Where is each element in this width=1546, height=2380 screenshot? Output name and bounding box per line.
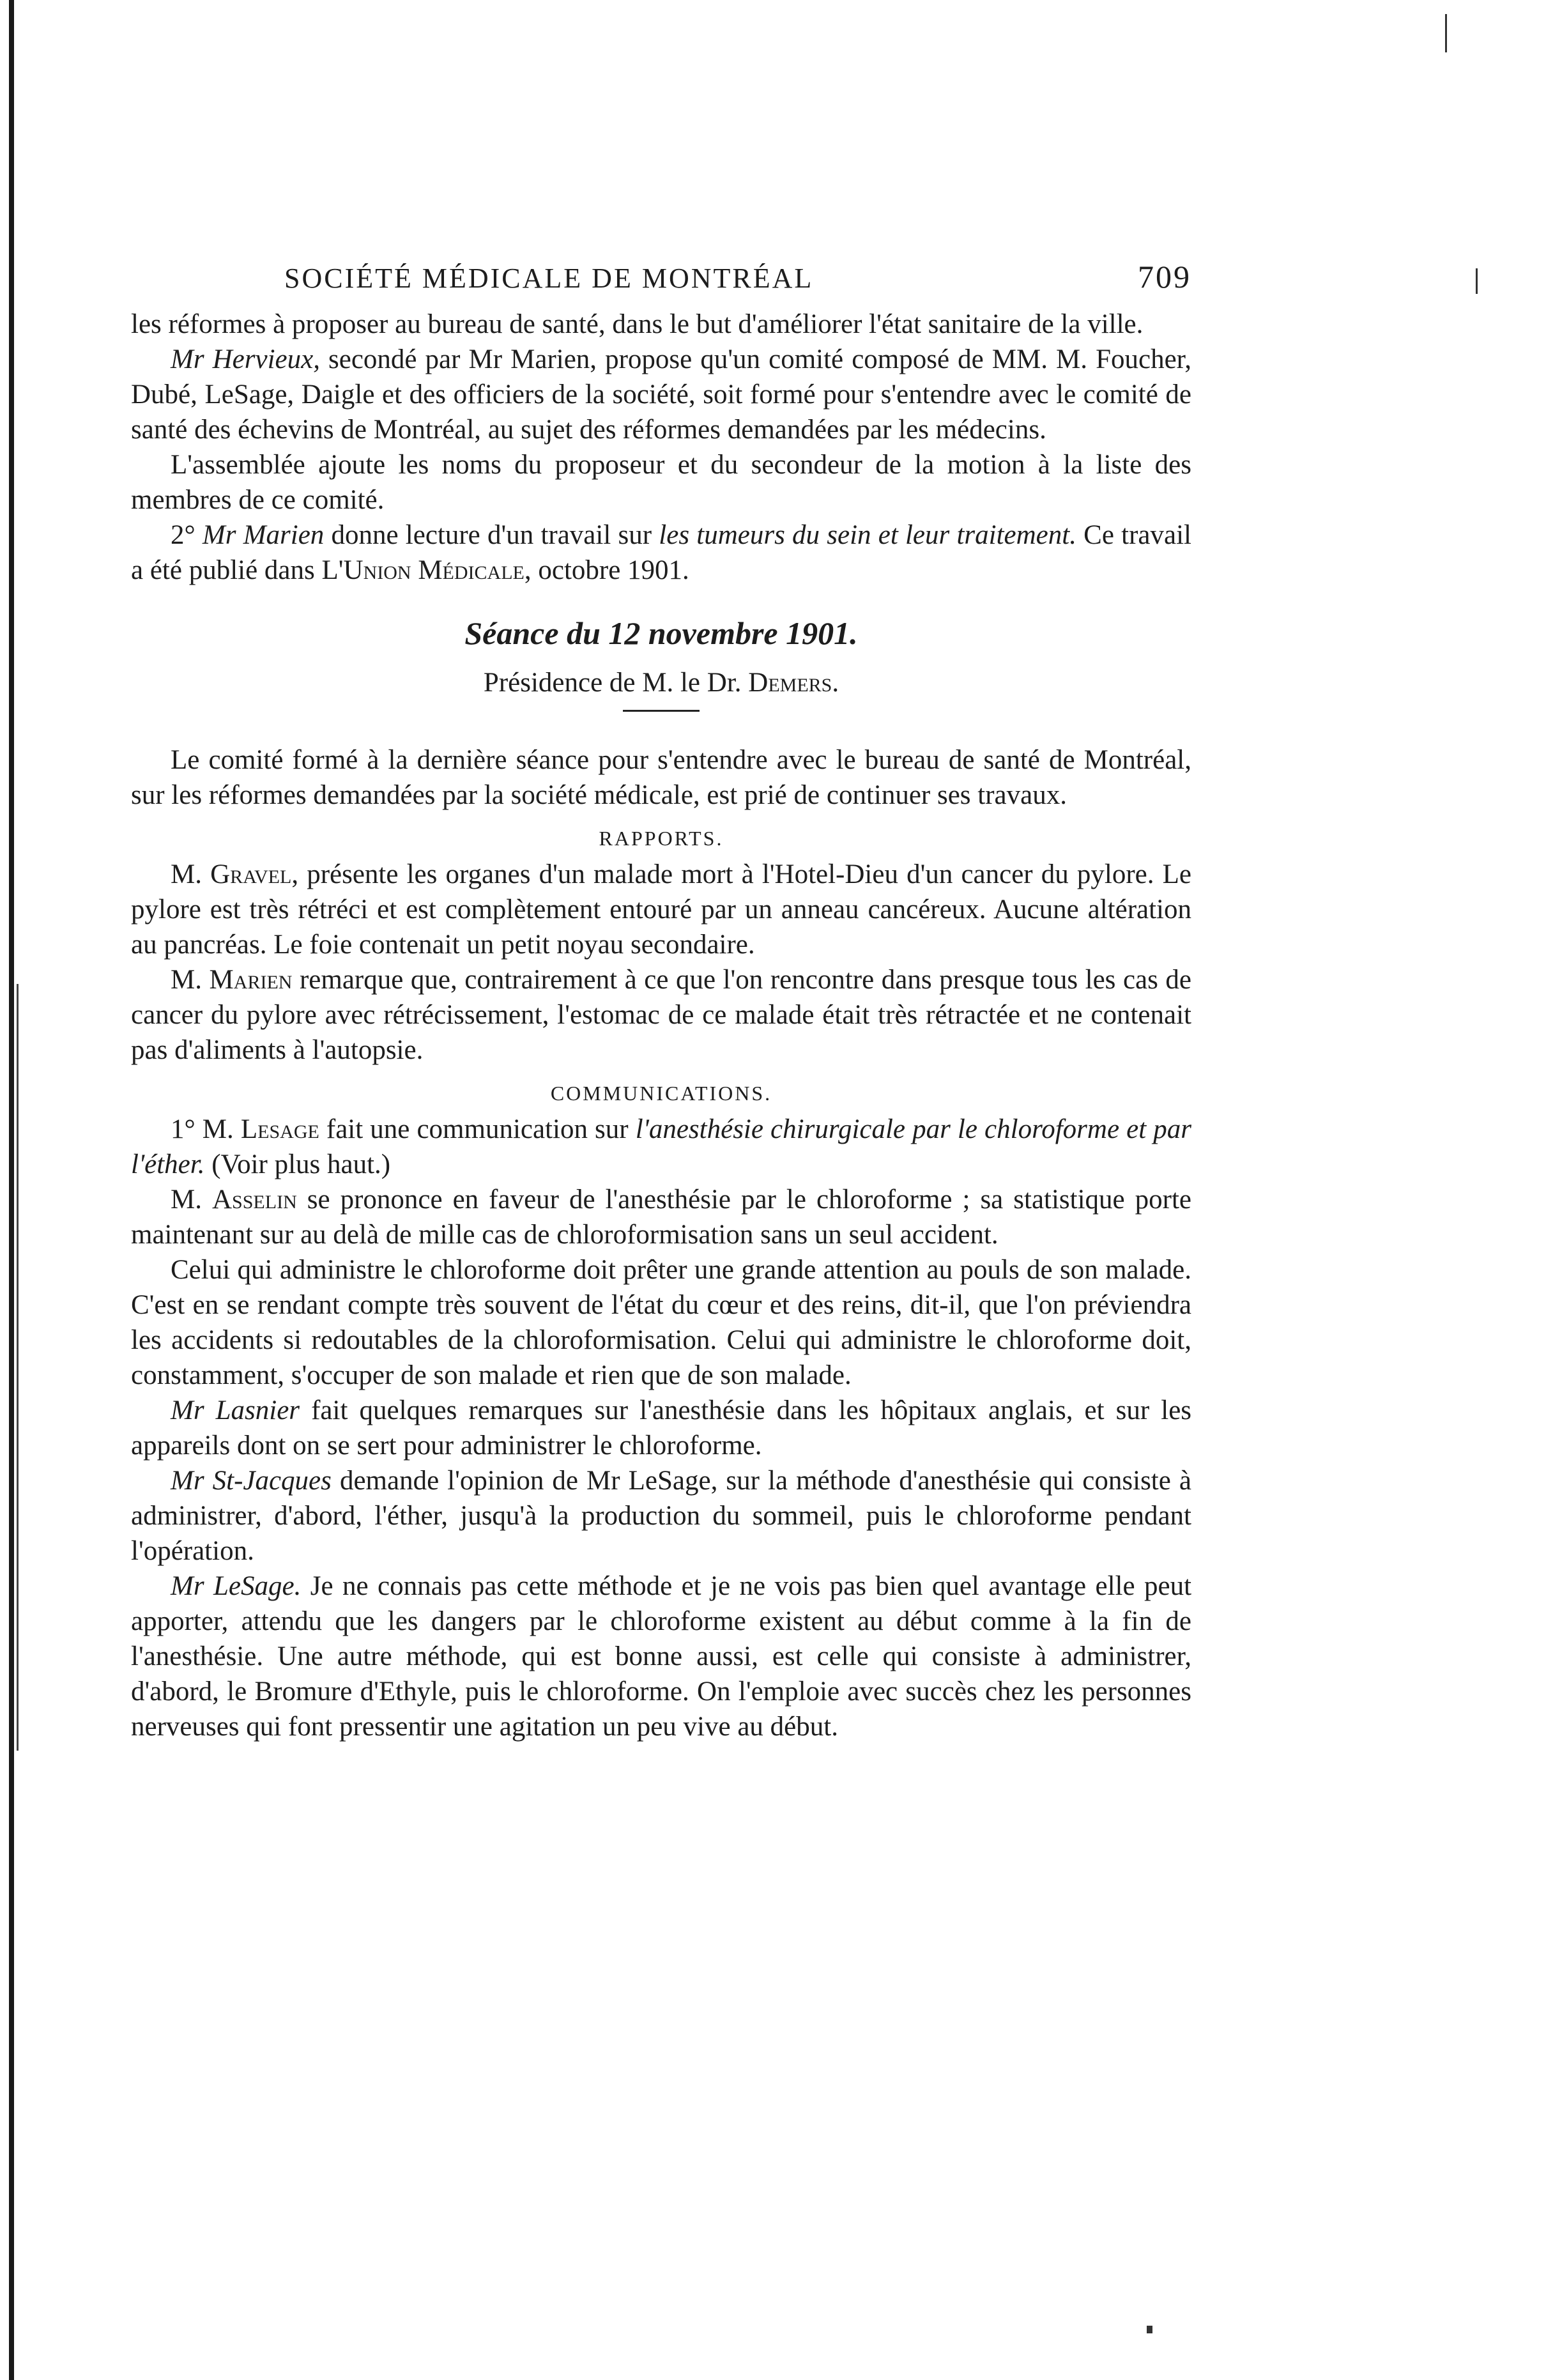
paragraph xyxy=(131,742,1191,813)
scan-edge-line xyxy=(17,984,19,1751)
paragraph xyxy=(131,1112,1191,1182)
speaker-name: Marien xyxy=(209,965,293,995)
speaker-name: Asselin xyxy=(212,1185,297,1215)
text: demande l'opinion de Mr LeSage, sur la méthode d'anesthésie qui consiste à administrer, d'abord, l'éther, jusqu'à la production du sommeil, puis le chloroforme pendant l'opération. xyxy=(131,1466,1191,1566)
text: secondé par Mr Marien, propose qu'un comité composé de MM. M. Foucher, Dubé, LeSage, Daigle et des officiers de la société, soit formé pour s'entendre avec le comité de santé des échevins de Montréal, au sujet des réformes demandées par les médecins. xyxy=(131,344,1191,445)
text: Présidence de M. le Dr. xyxy=(483,668,749,698)
speaker-name: Lesage xyxy=(240,1114,319,1144)
text: Ce travail a été publié dans xyxy=(131,520,1191,585)
text: . xyxy=(832,668,839,698)
text: remarque que, contrairement à ce que l'on rencontre dans presque tous les cas de cancer du pylore avec rétrécissement, l'estomac de ce malade était très rétractée et ne contenait pas d'aliments à l'autopsie. xyxy=(131,965,1191,1065)
text: Celui qui administre le chloroforme doit prêter une grande attention au pouls de son malade. C'est en se rendant compte très souvent de l'état du cœur et des reins, dit-il, que l'on préviendra les accidents si redoutables de la chloroformisation. Celui qui administre le chloroforme doit, constamment, s'occuper de son malade et rien que de son malade. xyxy=(131,1255,1191,1390)
text: Le comité formé à la dernière séance pour s'entendre avec le bureau de santé de Montréal, sur les réformes demandées par la société médicale, est prié de continuer ses travaux. xyxy=(131,745,1191,810)
work-title: l'anesthésie chirurgicale par le chloroforme et par l'éther. xyxy=(131,1114,1191,1179)
scan-speck xyxy=(1476,268,1478,294)
running-head-title: SOCIÉTÉ MÉDICALE DE MONTRÉAL xyxy=(284,263,814,294)
paragraph xyxy=(131,447,1191,518)
text: L'assemblée ajoute les noms du proposeur et du secondeur de la motion à la liste des membres de ce comité. xyxy=(131,450,1191,515)
scan-speck xyxy=(1445,14,1447,52)
text: M. xyxy=(171,965,210,995)
text: les réformes à proposer au bureau de santé, dans le but d'améliorer l'état sanitaire de la ville. xyxy=(131,309,1144,339)
speaker-name: Mr St-Jacques xyxy=(171,1466,332,1496)
text: (Voir plus haut.) xyxy=(204,1149,391,1179)
speaker-name: Gravel xyxy=(210,859,292,889)
work-title: les tumeurs du sein et leur traitement. xyxy=(659,520,1076,550)
section-heading-rapports: RAPPORTS. xyxy=(599,827,724,850)
section-heading-communications: COMMUNICATIONS. xyxy=(550,1082,772,1105)
paragraph xyxy=(131,962,1191,1068)
text: Je ne connais pas cette méthode et je ne vois pas bien quel avantage elle peut apporter, attendu que les dangers par le chloroforme existent au début comme à la fin de l'anesthésie. Une autre méthode, qui est bonne aussi, est celle qui consiste à administrer, d'abord, le Bromure d'Ethyle, puis le chloroforme. On l'emploie avec succès chez les personnes nerveuses qui font pressentir une agitation un peu vive au début. xyxy=(131,1571,1192,1742)
journal-name: L'Union Médicale xyxy=(321,555,524,585)
presidence-line xyxy=(131,667,1191,698)
text: fait quelques remarques sur l'anesthésie dans les hôpitaux anglais, et sur les appareils dont on se sert pour administrer le chloroforme. xyxy=(131,1395,1192,1461)
scan-edge-bar xyxy=(9,0,14,2380)
text: , présente les organes d'un malade mort à l'Hotel-Dieu d'un cancer du pylore. Le pylore est très rétréci et est complètement entouré par un anneau cancéreux. Aucune altération au pancréas. Le foie contenait un petit noyau secondaire. xyxy=(131,859,1191,960)
seance-heading: Séance du 12 novembre 1901. xyxy=(464,615,858,651)
running-head xyxy=(131,256,1191,307)
paragraph xyxy=(131,1463,1191,1569)
page-number: 709 xyxy=(1138,259,1191,295)
paragraph xyxy=(131,1252,1191,1393)
text: , octobre 1901. xyxy=(524,555,689,585)
paragraph xyxy=(131,307,1191,342)
paragraph xyxy=(131,1182,1191,1252)
paragraph xyxy=(131,518,1191,588)
text: M. xyxy=(171,859,211,889)
divider-rule xyxy=(623,710,700,712)
text: 1° M. xyxy=(171,1114,241,1144)
president-name: Demers xyxy=(748,668,832,698)
book-page xyxy=(131,256,1191,1744)
text: se prononce en faveur de l'anesthésie par le chloroforme ; sa statistique porte maintenant sur au delà de mille cas de chloroformisation sans un seul accident. xyxy=(131,1185,1192,1250)
text: 2° xyxy=(171,520,203,550)
speaker-name: Mr Hervieux, xyxy=(171,344,320,374)
speaker-name: Mr LeSage. xyxy=(171,1571,302,1601)
scan-speck xyxy=(1147,2326,1152,2333)
paragraph xyxy=(131,1393,1191,1463)
text: donne lecture d'un travail sur xyxy=(324,520,659,550)
text: fait une communication sur xyxy=(319,1114,636,1144)
speaker-name: Mr Marien xyxy=(202,520,325,550)
speaker-name: Mr Lasnier xyxy=(171,1395,300,1425)
paragraph xyxy=(131,1569,1191,1744)
paragraph xyxy=(131,857,1191,962)
text: M. xyxy=(171,1185,212,1215)
paragraph xyxy=(131,342,1191,447)
